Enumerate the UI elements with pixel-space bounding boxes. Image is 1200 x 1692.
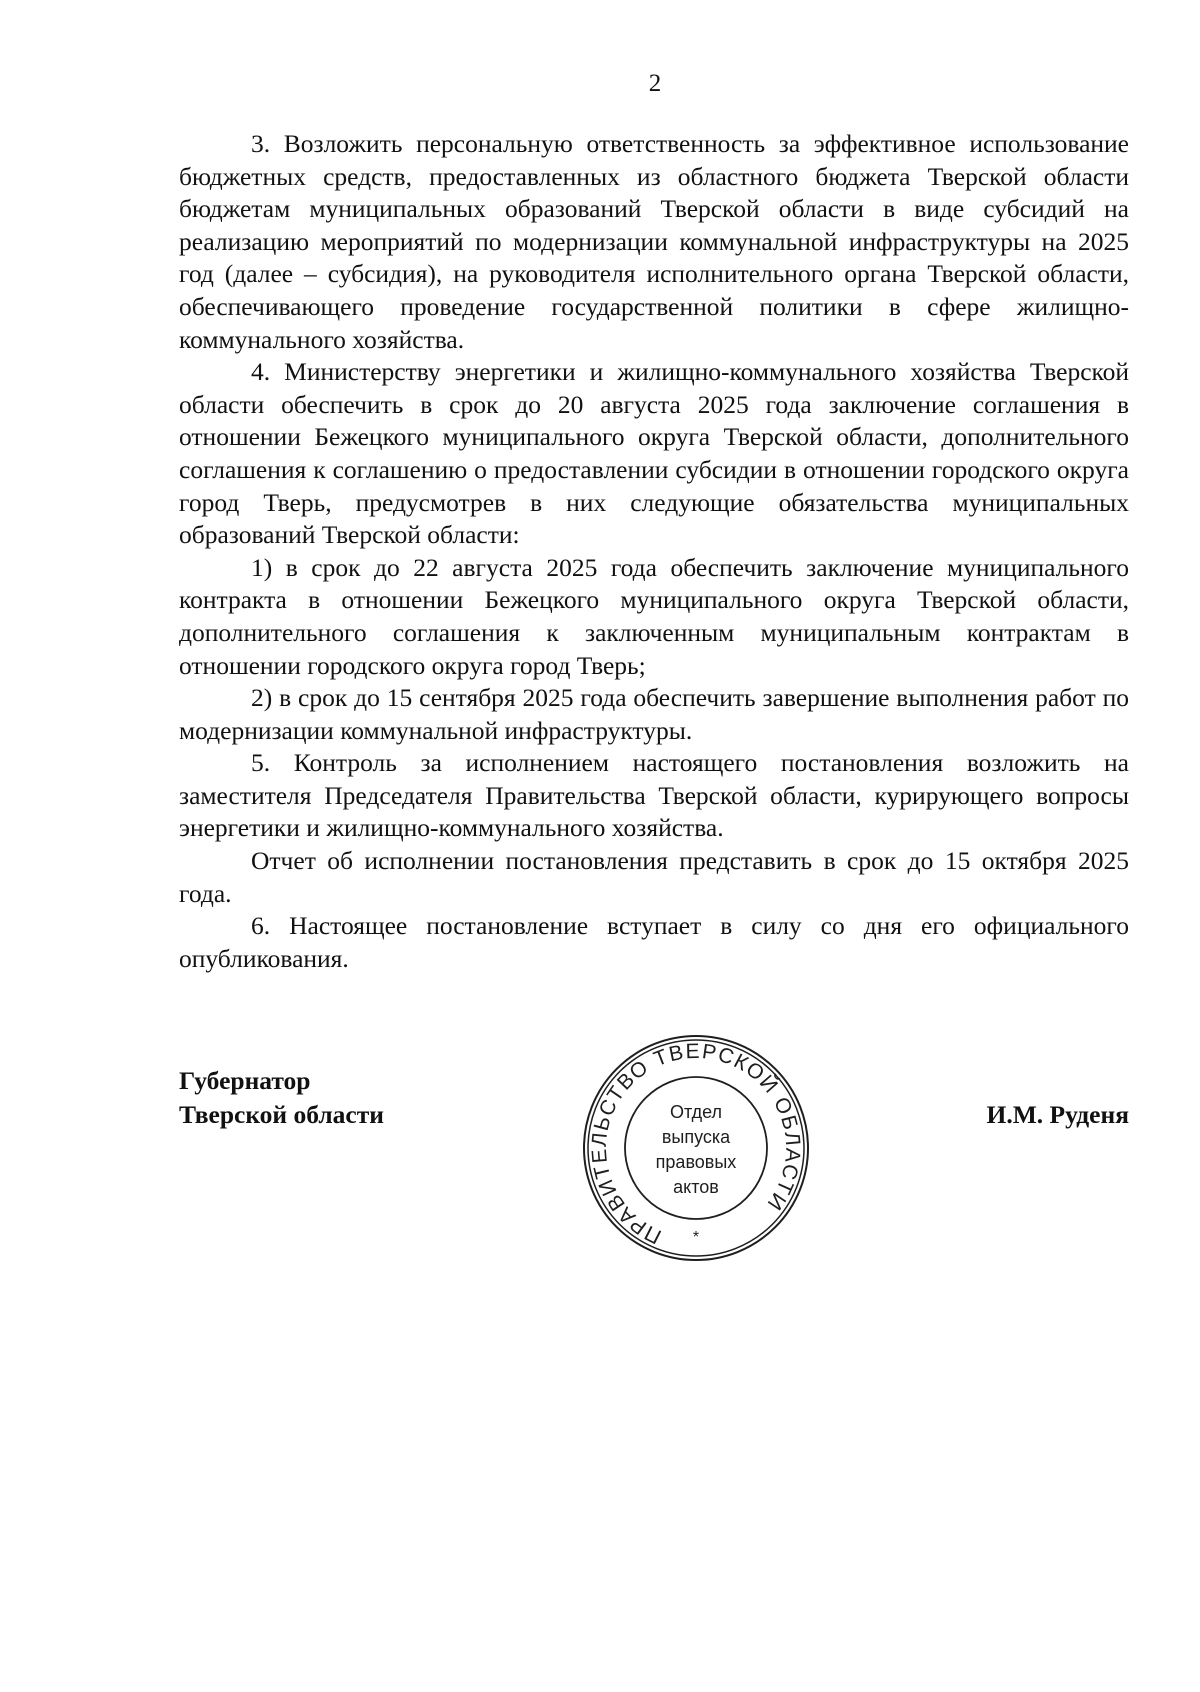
stamp-center-line: актов xyxy=(673,1177,719,1197)
stamp-center-line: Отдел xyxy=(669,1102,723,1122)
subparagraph-1: 1) в срок до 22 августа 2025 года обеспечить заключение муниципального контракта в отношении Бежецкого муниципального округа Тверской области, дополнительного соглашения к заключенным муниципальным контрактам в отношении городского округа город Тверь; xyxy=(179,552,1129,680)
stamp-center-line: выпуска xyxy=(661,1127,731,1147)
signatory-name: И.М. Руденя xyxy=(986,1100,1129,1129)
paragraph-6: 6. Настоящее постановление вступает в силу со дня его официального опубликования. xyxy=(179,911,1129,973)
paragraph-3: 3. Возложить персональную ответственность за эффективное использование бюджетных средств, предоставленных из областного бюджета Тверской области бюджетам муниципальных образований Тверской области в виде субсидий на реализацию мероприятий по модернизации коммунальной инфраструктуры на 2025 год (далее – субсидия), на руководителя исполнительного органа Тверской области, обеспечивающего проведение государственной политики в сфере жилищно-коммунального хозяйства. xyxy=(179,129,1129,354)
stamp-center-text xyxy=(582,1100,810,1200)
page-number: 2 xyxy=(648,70,662,97)
official-stamp xyxy=(582,1034,810,1262)
document-body xyxy=(179,128,1129,975)
paragraph-5: 5. Контроль за исполнением настоящего постановления возложить на заместителя Председателя Правительства Тверской области, курирующего вопросы энергетики и жилищно-коммунального хозяйства. xyxy=(179,748,1129,843)
signatory-title-line1: Губернатор xyxy=(179,1066,311,1095)
signatory-title xyxy=(179,1064,384,1132)
paragraph-4: 4. Министерству энергетики и жилищно-коммунального хозяйства Тверской области обеспечить в срок до 20 августа 2025 года заключение соглашения в отношении Бежецкого муниципального округа Тверской области, дополнительного соглашения к соглашению о предоставлении субсидии в отношении городского округа город Тверь, предусмотрев в них следующие обязательства муниципальных образований Тверской области: xyxy=(179,357,1129,550)
stamp-center-line: правовых xyxy=(655,1152,737,1172)
stamp-star-mark: * xyxy=(692,1229,700,1246)
stamp-ring-text: ПРАВИТЕЛЬСТВО ТВЕРСКОЙ ОБЛАСТИ xyxy=(587,1039,805,1249)
report-paragraph: Отчет об исполнении постановления представить в срок до 15 октября 2025 года. xyxy=(179,846,1129,908)
subparagraph-2: 2) в срок до 15 сентября 2025 года обеспечить завершение выполнения работ по модернизации коммунальной инфраструктуры. xyxy=(179,683,1129,745)
signatory-title-line2: Тверской области xyxy=(179,1100,384,1129)
